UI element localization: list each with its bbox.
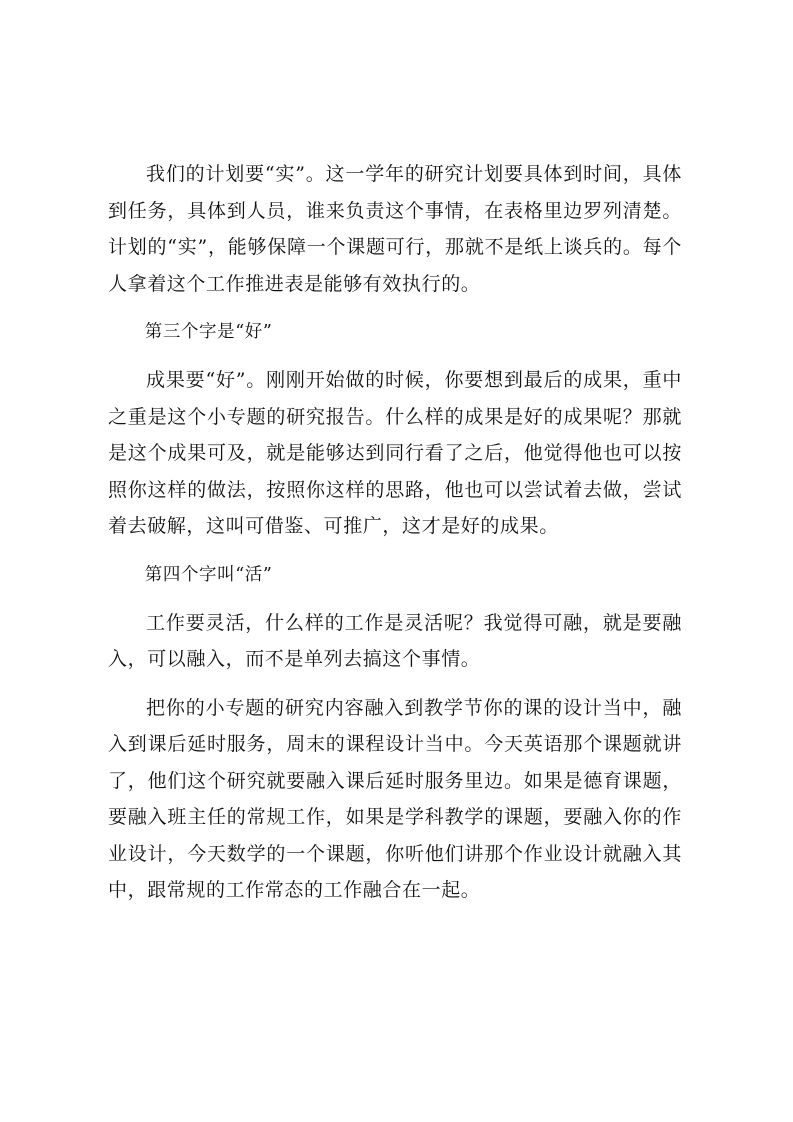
heading-fourth-word: 第四个字叫“活” <box>144 564 273 585</box>
document-page <box>108 156 682 921</box>
heading-third-word: 第三个字是“好” <box>144 322 273 342</box>
paragraph-work-flexible: 工作要灵活，什么样的工作是灵活呢？我觉得可融，就是要融入，可以融入，而不是单列去搞这个事情。 <box>108 611 682 670</box>
paragraph-integrate: 把你的小专题的研究内容融入到教学节你的课的设计当中，融入到课后延时服务，周末的课程设计当中。今天英语那个课题就讲了，他们这个研究就要融入课后延时服务里边。如果是德育课题，要融入班主任的常规工作，如果是学科教学的课题，要融入你的作业设计，今天数学的一个课题，你听他们讲那个作业设计就融入其中，跟常规的工作常态的工作融合在一起。 <box>108 696 682 901</box>
paragraph-plan-solid: 我们的计划要“实”。这一学年的研究计划要具体到时间，具体到任务，具体到人员，谁来负责这个事情，在表格里边罗列清楚。计划的“实”，能够保障一个课题可行，那就不是纸上谈兵的。每个人拿着这个工作推进表是能够有效执行的。 <box>108 163 682 295</box>
paragraph-results-good: 成果要“好”。刚刚开始做的时候，你要想到最后的成果，重中之重是这个小专题的研究报告。什么样的成果是好的成果呢？那就是这个成果可及，就是能够达到同行看了之后，他觉得他也可以按照你这样的做法，按照你这样的思路，他也可以尝试着去做，尝试着去破解，这叫可借鉴、可推广，这才是好的成果。 <box>108 369 682 537</box>
